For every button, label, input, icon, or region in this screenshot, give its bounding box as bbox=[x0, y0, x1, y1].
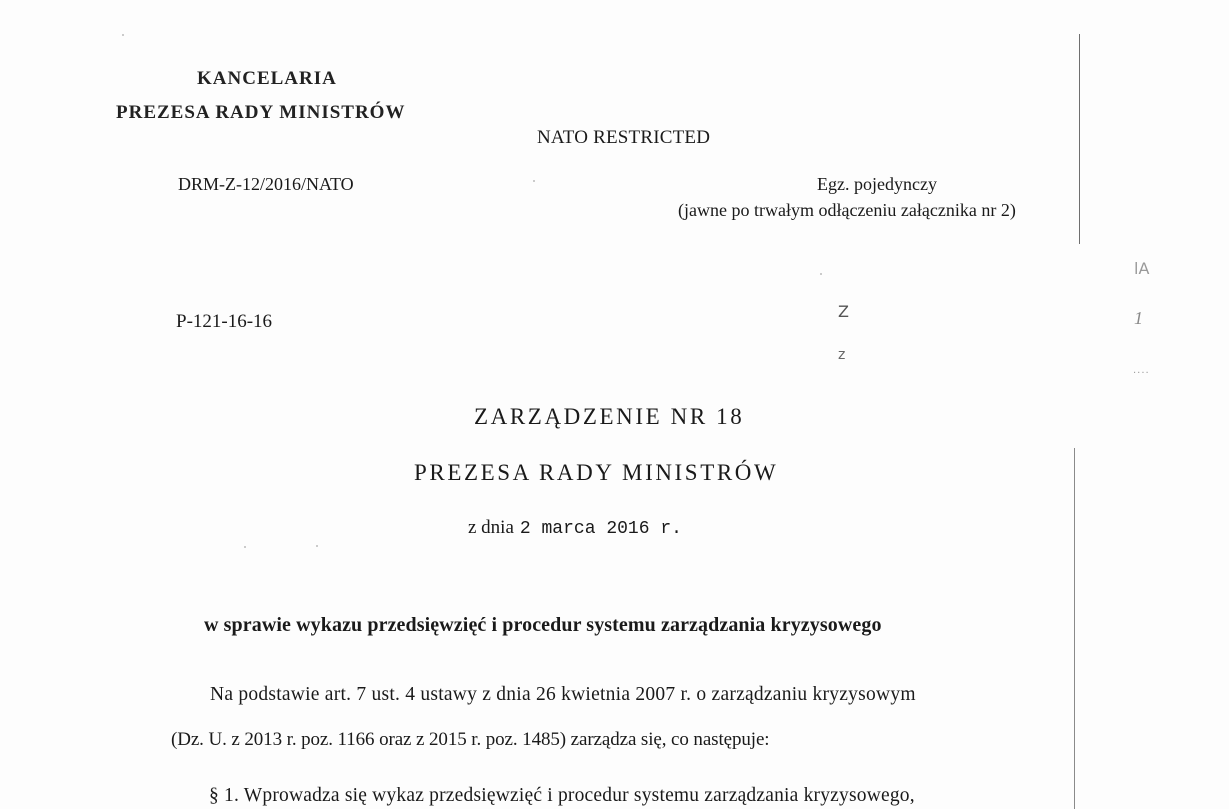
document-title: ZARZĄDZENIE NR 18 bbox=[474, 404, 745, 429]
handwritten-mark-upper: Z bbox=[838, 302, 849, 321]
scan-speck bbox=[820, 273, 822, 275]
document-issuer: PREZESA RADY MINISTRÓW bbox=[414, 460, 779, 485]
scan-speck bbox=[244, 546, 246, 548]
registry-number: P-121-16-16 bbox=[176, 311, 273, 332]
section-1-text: § 1. Wprowadza się wykaz przedsięwzięć i procedur systemu zarządzania kryzysowego, bbox=[209, 785, 915, 806]
margin-note-3: .... bbox=[1133, 365, 1150, 376]
classification-label: NATO RESTRICTED bbox=[537, 127, 711, 148]
copy-note-line-2: (jawne po trwałym odłączeniu załącznika nr 2) bbox=[678, 200, 1016, 220]
office-name-line-1: KANCELARIA bbox=[197, 68, 337, 89]
scan-speck bbox=[122, 34, 124, 36]
date-prefix: z dnia bbox=[468, 517, 514, 538]
legal-basis-line-2: (Dz. U. z 2013 r. poz. 1166 oraz z 2015 r. poz. 1485) zarządza się, co następuje: bbox=[171, 729, 770, 750]
legal-basis-line-1: Na podstawie art. 7 ust. 4 ustawy z dnia 26 kwietnia 2007 r. o zarządzaniu kryzysowym bbox=[210, 684, 916, 705]
document-date bbox=[468, 517, 682, 539]
page-edge-line bbox=[1079, 34, 1080, 244]
page-edge-line bbox=[1074, 448, 1075, 809]
scan-speck bbox=[533, 180, 535, 182]
reference-code: DRM-Z-12/2016/NATO bbox=[178, 174, 354, 194]
document-subject: w sprawie wykazu przedsięwzięć i procedur systemu zarządzania kryzysowego bbox=[204, 614, 882, 636]
scan-speck bbox=[316, 545, 318, 547]
date-value: 2 marca 2016 r. bbox=[519, 519, 682, 539]
margin-note-2: 1 bbox=[1134, 308, 1143, 328]
handwritten-mark-lower: z bbox=[838, 347, 846, 363]
office-name-line-2: PREZESA RADY MINISTRÓW bbox=[116, 102, 406, 123]
margin-note-1: lA bbox=[1134, 259, 1150, 278]
copy-note-line-1: Egz. pojedynczy bbox=[817, 174, 937, 194]
